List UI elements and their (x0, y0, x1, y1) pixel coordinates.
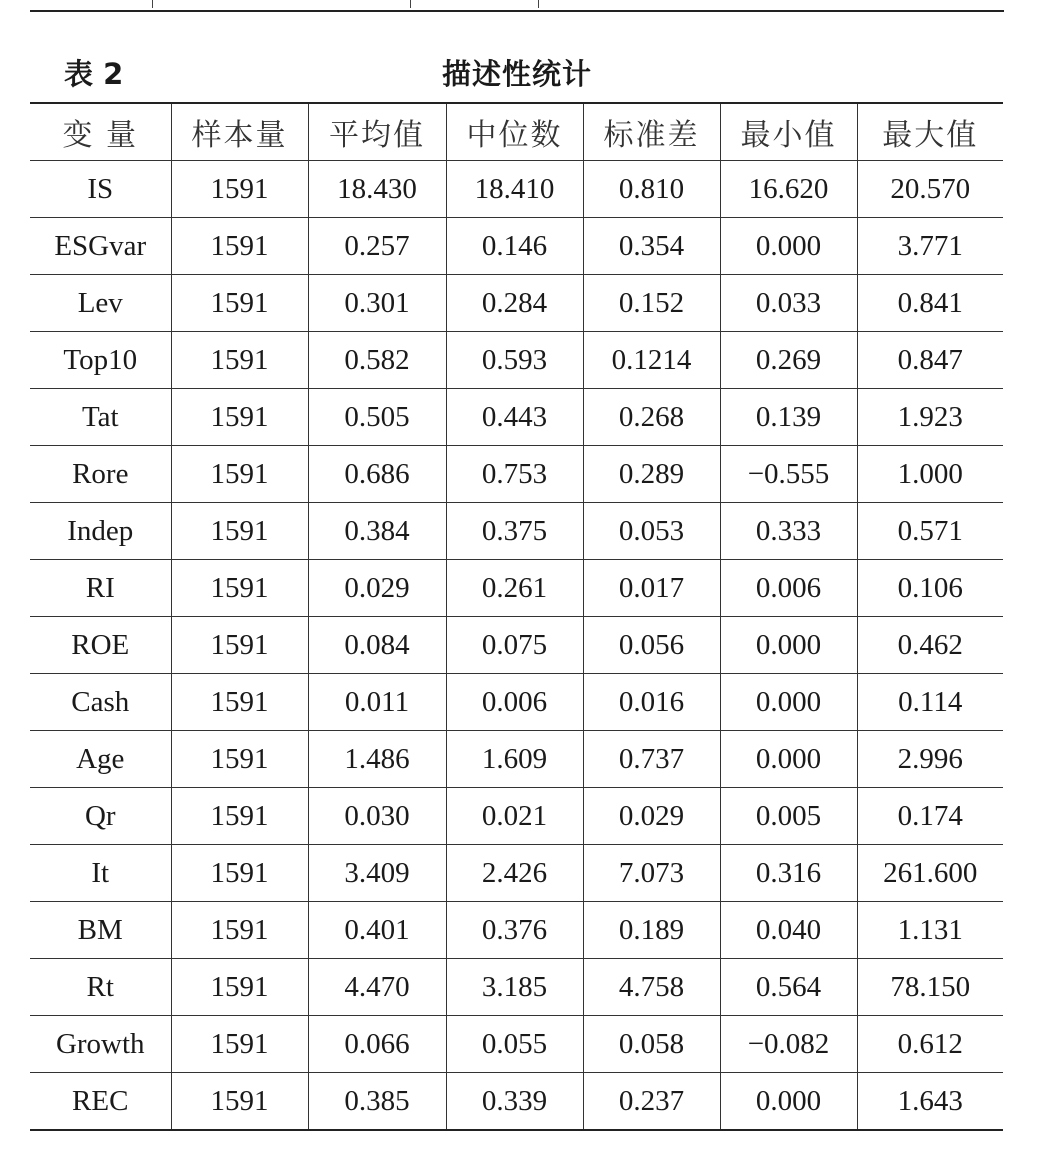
table-row (30, 332, 1003, 389)
cell-std-dev: 0.016 (583, 674, 720, 731)
cell-std-dev: 4.758 (583, 959, 720, 1016)
cell-mean: 1.486 (308, 731, 446, 788)
cell-sample-size: 1591 (171, 275, 308, 332)
cell-variable: Cash (30, 674, 171, 731)
cell-max: 0.571 (857, 503, 1003, 560)
previous-table-divider (152, 0, 153, 8)
header-sample-size: 样本量 (171, 103, 308, 161)
table-number: 表 2 (64, 57, 124, 91)
cell-max: 0.106 (857, 560, 1003, 617)
cell-variable: Age (30, 731, 171, 788)
cell-median: 0.339 (446, 1073, 583, 1131)
cell-min: −0.555 (720, 446, 857, 503)
cell-mean: 0.686 (308, 446, 446, 503)
cell-std-dev: 0.029 (583, 788, 720, 845)
cell-max: 0.114 (857, 674, 1003, 731)
table-row (30, 389, 1003, 446)
cell-variable: Top10 (30, 332, 171, 389)
cell-mean: 0.257 (308, 218, 446, 275)
cell-median: 0.443 (446, 389, 583, 446)
table-row (30, 674, 1003, 731)
cell-median: 0.284 (446, 275, 583, 332)
cell-std-dev: 0.189 (583, 902, 720, 959)
cell-min: 0.000 (720, 1073, 857, 1131)
cell-max: 78.150 (857, 959, 1003, 1016)
cell-sample-size: 1591 (171, 1016, 308, 1073)
cell-median: 0.376 (446, 902, 583, 959)
cell-sample-size: 1591 (171, 959, 308, 1016)
cell-max: 1.643 (857, 1073, 1003, 1131)
cell-variable: ROE (30, 617, 171, 674)
cell-variable: Qr (30, 788, 171, 845)
table-caption (30, 44, 1004, 96)
cell-min: 0.005 (720, 788, 857, 845)
cell-std-dev: 0.810 (583, 161, 720, 218)
cell-sample-size: 1591 (171, 617, 308, 674)
cell-min: 0.269 (720, 332, 857, 389)
cell-variable: ESGvar (30, 218, 171, 275)
cell-min: 0.033 (720, 275, 857, 332)
cell-max: 20.570 (857, 161, 1003, 218)
cell-median: 0.146 (446, 218, 583, 275)
cell-max: 0.841 (857, 275, 1003, 332)
cell-max: 0.174 (857, 788, 1003, 845)
table-row (30, 1016, 1003, 1073)
cell-variable: REC (30, 1073, 171, 1131)
cell-max: 1.000 (857, 446, 1003, 503)
cell-sample-size: 1591 (171, 902, 308, 959)
cell-sample-size: 1591 (171, 503, 308, 560)
cell-min: 0.564 (720, 959, 857, 1016)
cell-std-dev: 0.056 (583, 617, 720, 674)
cell-max: 0.462 (857, 617, 1003, 674)
table-row (30, 1073, 1003, 1131)
cell-min: 0.000 (720, 218, 857, 275)
table-row (30, 731, 1003, 788)
cell-median: 1.609 (446, 731, 583, 788)
previous-table-divider (538, 0, 539, 8)
cell-mean: 3.409 (308, 845, 446, 902)
cell-median: 2.426 (446, 845, 583, 902)
cell-sample-size: 1591 (171, 332, 308, 389)
cell-median: 0.593 (446, 332, 583, 389)
cell-mean: 0.582 (308, 332, 446, 389)
cell-max: 0.847 (857, 332, 1003, 389)
header-std-dev: 标准差 (583, 103, 720, 161)
cell-std-dev: 0.017 (583, 560, 720, 617)
cell-min: 0.000 (720, 617, 857, 674)
cell-median: 3.185 (446, 959, 583, 1016)
cell-median: 0.753 (446, 446, 583, 503)
header-max: 最大值 (857, 103, 1003, 161)
table-row (30, 845, 1003, 902)
table-row (30, 161, 1003, 218)
table-row (30, 959, 1003, 1016)
cell-mean: 4.470 (308, 959, 446, 1016)
cell-variable: RI (30, 560, 171, 617)
cell-std-dev: 0.237 (583, 1073, 720, 1131)
descriptive-statistics-table (30, 102, 1003, 1131)
cell-max: 261.600 (857, 845, 1003, 902)
cell-mean: 18.430 (308, 161, 446, 218)
cell-median: 0.006 (446, 674, 583, 731)
cell-mean: 0.401 (308, 902, 446, 959)
header-min: 最小值 (720, 103, 857, 161)
cell-median: 0.075 (446, 617, 583, 674)
cell-mean: 0.066 (308, 1016, 446, 1073)
cell-sample-size: 1591 (171, 161, 308, 218)
cell-variable: Lev (30, 275, 171, 332)
cell-sample-size: 1591 (171, 218, 308, 275)
table-body (30, 161, 1003, 1131)
cell-max: 1.923 (857, 389, 1003, 446)
cell-median: 0.375 (446, 503, 583, 560)
table-row (30, 503, 1003, 560)
cell-variable: Rt (30, 959, 171, 1016)
cell-min: −0.082 (720, 1016, 857, 1073)
cell-std-dev: 0.152 (583, 275, 720, 332)
table-row (30, 218, 1003, 275)
cell-min: 0.333 (720, 503, 857, 560)
cell-variable: Growth (30, 1016, 171, 1073)
cell-max: 3.771 (857, 218, 1003, 275)
cell-mean: 0.301 (308, 275, 446, 332)
cell-mean: 0.084 (308, 617, 446, 674)
cell-min: 16.620 (720, 161, 857, 218)
cell-std-dev: 0.058 (583, 1016, 720, 1073)
cell-median: 0.055 (446, 1016, 583, 1073)
cell-sample-size: 1591 (171, 446, 308, 503)
cell-std-dev: 0.354 (583, 218, 720, 275)
cell-min: 0.316 (720, 845, 857, 902)
table-row (30, 617, 1003, 674)
table-row (30, 560, 1003, 617)
cell-variable: IS (30, 161, 171, 218)
cell-sample-size: 1591 (171, 674, 308, 731)
cell-variable: Tat (30, 389, 171, 446)
cell-median: 18.410 (446, 161, 583, 218)
cell-std-dev: 7.073 (583, 845, 720, 902)
cell-max: 1.131 (857, 902, 1003, 959)
cell-variable: BM (30, 902, 171, 959)
table-row (30, 275, 1003, 332)
header-mean: 平均值 (308, 103, 446, 161)
cell-max: 2.996 (857, 731, 1003, 788)
cell-std-dev: 0.1214 (583, 332, 720, 389)
table-row (30, 902, 1003, 959)
table-row (30, 446, 1003, 503)
header-variable: 变 量 (30, 103, 171, 161)
cell-mean: 0.029 (308, 560, 446, 617)
table-title: 描述性统计 (441, 57, 592, 91)
cell-min: 0.139 (720, 389, 857, 446)
cell-mean: 0.505 (308, 389, 446, 446)
header-row (30, 103, 1003, 161)
table-row (30, 788, 1003, 845)
header-median: 中位数 (446, 103, 583, 161)
cell-median: 0.261 (446, 560, 583, 617)
cell-variable: Indep (30, 503, 171, 560)
cell-sample-size: 1591 (171, 788, 308, 845)
cell-mean: 0.011 (308, 674, 446, 731)
previous-table-bottom-edge (30, 0, 1004, 12)
cell-min: 0.000 (720, 674, 857, 731)
cell-max: 0.612 (857, 1016, 1003, 1073)
cell-sample-size: 1591 (171, 1073, 308, 1131)
cell-sample-size: 1591 (171, 560, 308, 617)
cell-mean: 0.385 (308, 1073, 446, 1131)
cell-variable: It (30, 845, 171, 902)
cell-std-dev: 0.053 (583, 503, 720, 560)
cell-variable: Rore (30, 446, 171, 503)
cell-sample-size: 1591 (171, 731, 308, 788)
cell-mean: 0.384 (308, 503, 446, 560)
previous-table-divider (410, 0, 411, 8)
cell-min: 0.000 (720, 731, 857, 788)
cell-std-dev: 0.737 (583, 731, 720, 788)
cell-sample-size: 1591 (171, 845, 308, 902)
cell-min: 0.006 (720, 560, 857, 617)
cell-sample-size: 1591 (171, 389, 308, 446)
cell-mean: 0.030 (308, 788, 446, 845)
cell-min: 0.040 (720, 902, 857, 959)
cell-std-dev: 0.268 (583, 389, 720, 446)
cell-median: 0.021 (446, 788, 583, 845)
cell-std-dev: 0.289 (583, 446, 720, 503)
